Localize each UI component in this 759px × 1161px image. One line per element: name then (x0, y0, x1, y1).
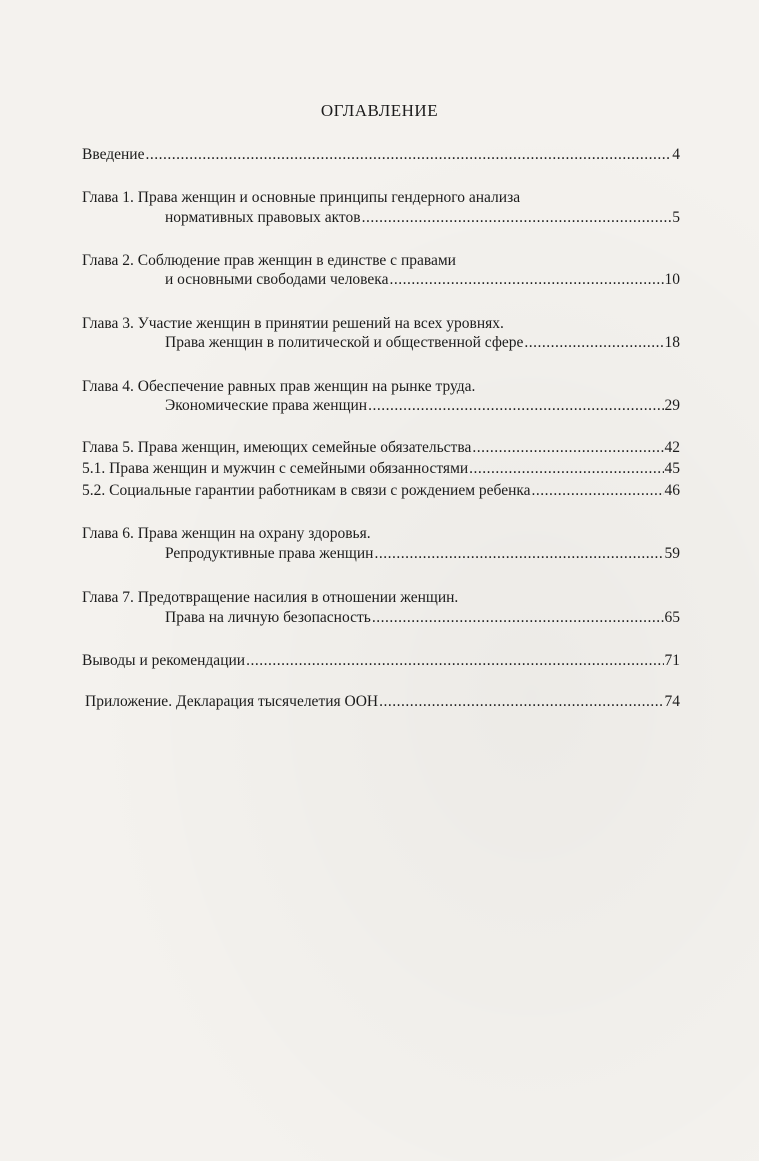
toc-entry-conclusions (82, 652, 680, 670)
toc-entry-label: Глава 5. Права женщин, имеющих семейные обязательства (82, 439, 472, 456)
toc-entry-label: Права на личную безопасность (165, 609, 371, 626)
toc-entry-label: и основными свободами человека (165, 271, 389, 288)
toc-entry-label: Репродуктивные права женщин (165, 545, 374, 562)
toc-entry-ch5 (82, 439, 680, 457)
toc-entry-label: Выводы и рекомендации (82, 652, 246, 669)
dot-leader (379, 693, 663, 711)
toc-entry-label: 5.1. Права женщин и мужчин с семейными обязанностями (82, 460, 469, 477)
toc-entry-ch2-heading: Глава 2. Соблюдение прав женщин в единстве с правами (82, 252, 456, 269)
toc-entry-ch5-2 (82, 482, 680, 500)
toc-entry-ch6 (165, 545, 680, 563)
toc-entry-ch5-1 (82, 460, 680, 478)
dot-leader (374, 545, 663, 563)
toc-page-number: 5 (672, 209, 680, 226)
toc-entry-ch7 (165, 609, 680, 627)
toc-entry-ch6-heading: Глава 6. Права женщин на охрану здоровья. (82, 525, 371, 542)
toc-entry-intro (82, 146, 680, 164)
dot-leader (145, 146, 671, 164)
toc-entry-label: 5.2. Социальные гарантии работникам в связи с рождением ребенка (82, 482, 531, 499)
dot-leader (469, 460, 663, 478)
toc-entry-label: Введение (82, 146, 145, 163)
toc-page-number: 4 (672, 146, 680, 163)
page-title: ОГЛАВЛЕНИЕ (320, 101, 439, 120)
toc-entry-ch2 (165, 271, 680, 289)
toc-page-number: 45 (664, 460, 680, 477)
toc-page-number: 71 (664, 652, 680, 669)
toc-page-number: 65 (664, 609, 680, 626)
toc-page-number: 10 (664, 271, 680, 288)
toc-page-number: 59 (664, 545, 680, 562)
toc-entry-ch3-heading: Глава 3. Участие женщин в принятии решений на всех уровнях. (82, 315, 504, 332)
toc-entry-label: Приложение. Декларация тысячелетия ООН (85, 693, 379, 710)
dot-leader (389, 271, 663, 289)
toc-page-number: 46 (664, 482, 680, 499)
toc-entry-label: Экономические права женщин (165, 397, 368, 414)
toc-entry-label: нормативных правовых актов (165, 209, 361, 226)
toc-page-number: 42 (664, 439, 680, 456)
toc-entry-appendix (85, 693, 680, 711)
toc-page-number: 18 (664, 334, 680, 351)
dot-leader (372, 609, 664, 627)
dot-leader (472, 439, 663, 457)
toc-page-number: 74 (664, 693, 680, 710)
dot-leader (362, 209, 672, 227)
dot-leader (368, 397, 663, 415)
toc-entry-ch4 (165, 397, 680, 415)
dot-leader (246, 652, 663, 670)
dot-leader (532, 482, 664, 500)
toc-entry-ch3 (165, 334, 680, 352)
toc-entry-label: Права женщин в политической и общественной сфере (165, 334, 524, 351)
toc-page-number: 29 (664, 397, 680, 414)
toc-entry-ch4-heading: Глава 4. Обеспечение равных прав женщин на рынке труда. (82, 378, 476, 395)
toc-entry-ch7-heading: Глава 7. Предотвращение насилия в отношении женщин. (82, 589, 459, 606)
dot-leader (524, 334, 663, 352)
toc-entry-ch1 (165, 209, 680, 227)
toc-entry-ch1-heading: Глава 1. Права женщин и основные принципы гендерного анализа (82, 189, 521, 206)
